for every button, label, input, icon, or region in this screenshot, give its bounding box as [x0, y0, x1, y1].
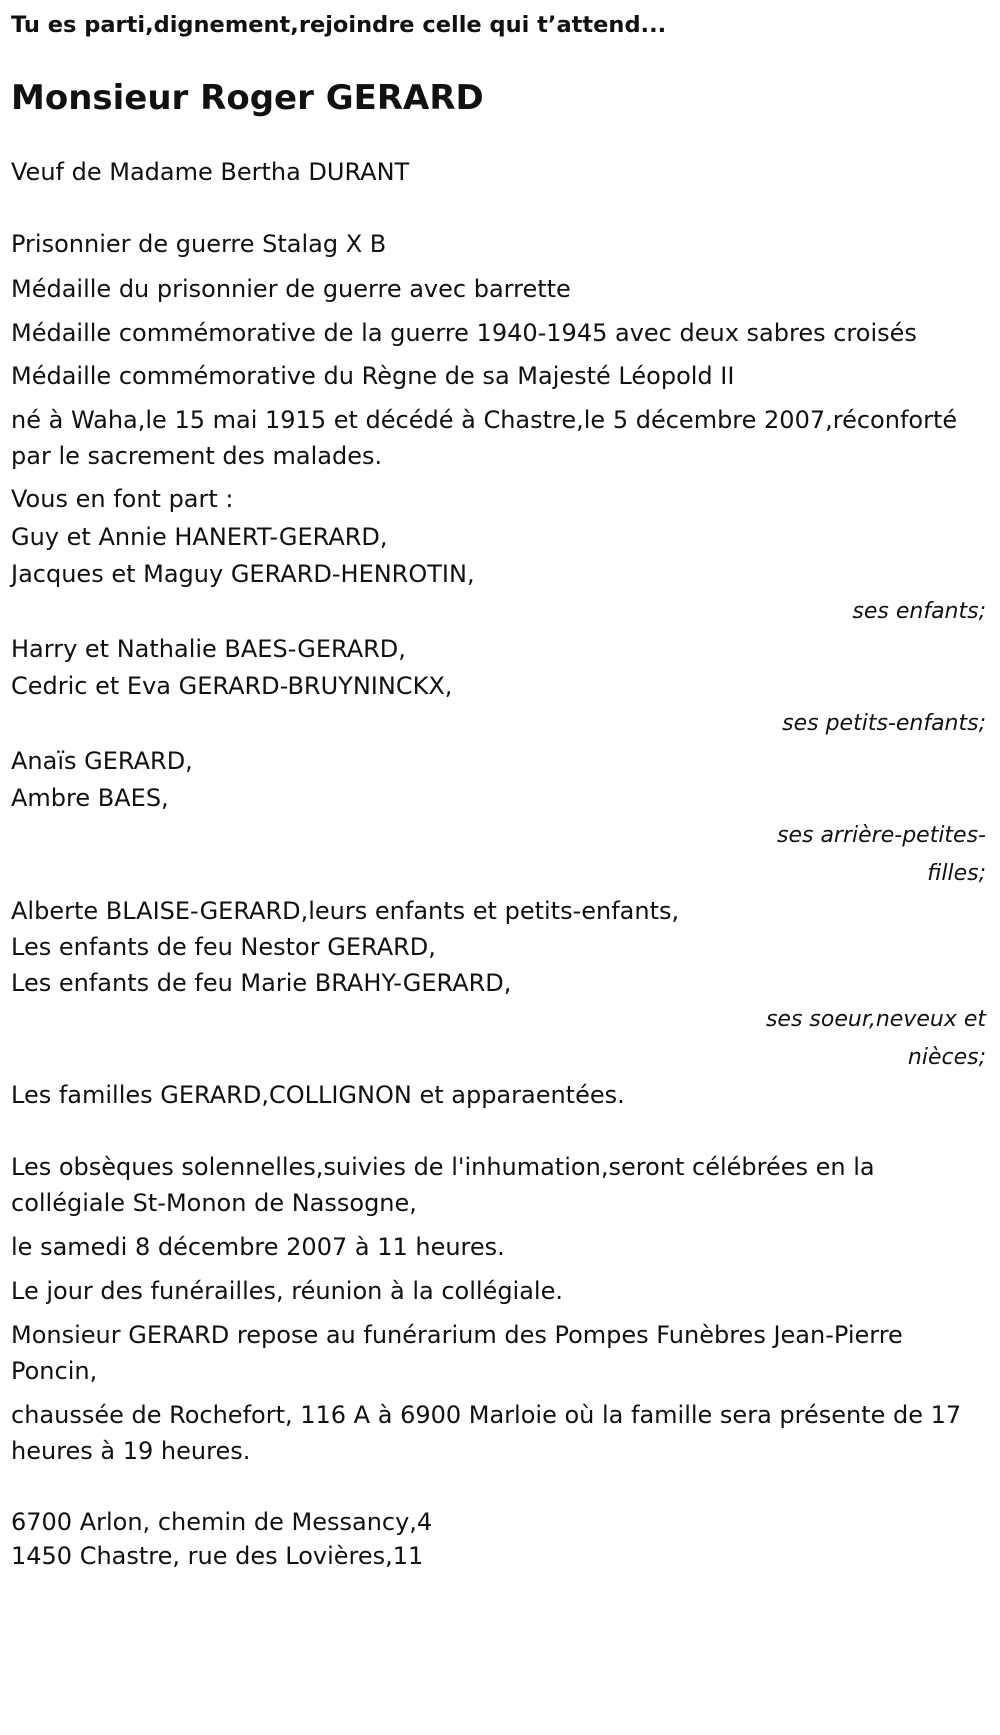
family-member: Harry et Nathalie BAES-GERARD,: [11, 635, 406, 663]
ceremony-line: le samedi 8 décembre 2007 à 11 heures.: [11, 1233, 505, 1261]
honor-item: Médaille commémorative de la guerre 1940-1945 avec deux sabres croisés: [11, 319, 917, 347]
ceremony-section: [11, 1149, 989, 1469]
ceremony-line: Les obsèques solennelles,suivies de l'inhumation,seront célébrées en la collégiale St-Monon de Nassogne,: [11, 1153, 875, 1217]
family-member: Alberte BLAISE-GERARD,leurs enfants et petits-enfants,: [11, 897, 680, 925]
family-role: filles;: [927, 861, 986, 886]
deceased-name: Monsieur Roger GERARD: [11, 78, 484, 118]
address-line: 1450 Chastre, rue des Lovières,11: [11, 1542, 424, 1570]
family-role: ses arrière-petites-: [777, 823, 986, 848]
family-member: Guy et Annie HANERT-GERARD,: [11, 523, 388, 551]
widow-line: Veuf de Madame Bertha DURANT: [11, 158, 410, 186]
family-group-children: [11, 519, 989, 631]
addresses-section: [11, 1505, 989, 1573]
ceremony-line: chaussée de Rochefort, 116 A à 6900 Marloie où la famille sera présente de 17 heures à 19 heures.: [11, 1401, 962, 1465]
families-line: Les familles GERARD,COLLIGNON et apparaentées.: [11, 1081, 625, 1109]
family-role: ses enfants;: [852, 599, 986, 624]
honor-item: Médaille du prisonnier de guerre avec barrette: [11, 275, 571, 303]
family-role: nièces;: [907, 1045, 986, 1070]
intro-line: Tu es parti,dignement,rejoindre celle qui t’attend...: [11, 12, 667, 38]
address-line: 6700 Arlon, chemin de Messancy,4: [11, 1508, 433, 1536]
honor-item: Médaille commémorative du Règne de sa Majesté Léopold II: [11, 362, 735, 390]
family-role: ses soeur,neveux et: [765, 1007, 986, 1032]
family-member: Jacques et Maguy GERARD-HENROTIN,: [11, 560, 475, 588]
family-member: Cedric et Eva GERARD-BRUYNINCKX,: [11, 672, 453, 700]
family-member: Les enfants de feu Marie BRAHY-GERARD,: [11, 969, 512, 997]
ceremony-line: Le jour des funérailles, réunion à la collégiale.: [11, 1277, 563, 1305]
family-group-great-grandchildren: [11, 743, 989, 893]
family-role: ses petits-enfants;: [782, 711, 986, 736]
family-group-grandchildren: [11, 631, 989, 743]
family-member: Les enfants de feu Nestor GERARD,: [11, 933, 436, 961]
family-group-siblings: [11, 893, 989, 1077]
family-member: Anaïs GERARD,: [11, 747, 193, 775]
ceremony-line: Monsieur GERARD repose au funérarium des Pompes Funèbres Jean-Pierre Poncin,: [11, 1321, 903, 1385]
honor-item: Prisonnier de guerre Stalag X B: [11, 230, 387, 258]
family-member: Ambre BAES,: [11, 784, 169, 812]
birth-death-line: né à Waha,le 15 mai 1915 et décédé à Chastre,le 5 décembre 2007,réconforté par le sacrement des malades.: [11, 406, 958, 470]
honors-section: [11, 225, 989, 396]
announce-line: Vous en font part :: [11, 485, 234, 513]
